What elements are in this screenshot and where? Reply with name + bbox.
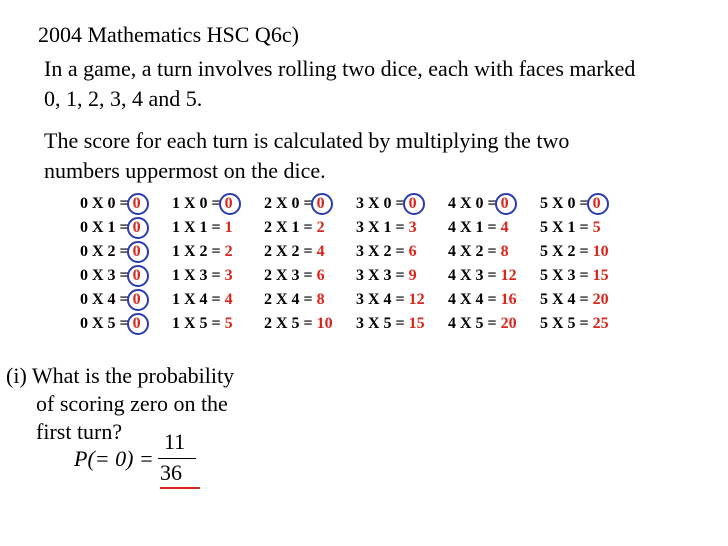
product-result: 8: [500, 243, 509, 260]
product-result: 1: [224, 219, 233, 236]
product-expression: 2 X 1 =: [264, 219, 317, 236]
product-expression: 5 X 1 =: [540, 219, 593, 236]
product-expression: 2 X 5 =: [264, 315, 317, 332]
table-column: [356, 192, 425, 336]
product-expression: 3 X 0 =: [356, 195, 409, 212]
product-result: 3: [408, 219, 417, 236]
product-expression: 3 X 4 =: [356, 291, 409, 308]
table-row: [356, 312, 425, 336]
product-expression: 4 X 5 =: [448, 315, 501, 332]
question-i: [6, 362, 234, 446]
problem-intro: [44, 54, 635, 114]
product-result: 0: [133, 192, 141, 216]
product-expression: 1 X 0 =: [172, 195, 225, 212]
product-result: 3: [224, 267, 233, 284]
problem-title: 2004 Mathematics HSC Q6c): [38, 22, 299, 47]
zero-circle: [127, 217, 149, 239]
zero-circle: [587, 193, 609, 215]
product-expression: 4 X 2 =: [448, 243, 501, 260]
product-result: 25: [592, 315, 609, 332]
table-row: [540, 192, 609, 216]
table-column: [80, 192, 141, 336]
product-result: 15: [592, 267, 609, 284]
product-result: 0: [593, 192, 601, 216]
product-result: 9: [408, 267, 417, 284]
product-expression: 4 X 4 =: [448, 291, 501, 308]
problem-scoring-rule: [44, 126, 569, 186]
product-expression: 5 X 3 =: [540, 267, 593, 284]
table-row: [172, 288, 233, 312]
fraction-denominator: 36: [160, 460, 182, 485]
product-result: 8: [316, 291, 325, 308]
table-row: [264, 312, 333, 336]
table-column: [540, 192, 609, 336]
product-expression: 1 X 2 =: [172, 243, 225, 260]
table-row: [448, 192, 517, 216]
product-result: 12: [408, 291, 425, 308]
table-row: [356, 192, 425, 216]
product-expression: 0 X 1 =: [80, 219, 133, 236]
product-expression: 0 X 3 =: [80, 267, 133, 284]
table-row: [264, 288, 333, 312]
product-expression: 1 X 5 =: [172, 315, 225, 332]
product-result: 6: [408, 243, 417, 260]
table-row: [80, 240, 141, 264]
product-result: 5: [592, 219, 601, 236]
product-result: 4: [500, 219, 509, 236]
product-result: 2: [224, 243, 233, 260]
score-line: The score for each turn is calculated by multiplying the two: [44, 128, 570, 153]
table-row: [540, 216, 609, 240]
table-row: [448, 264, 517, 288]
table-row: [540, 312, 609, 336]
zero-circle: [403, 193, 425, 215]
table-row: [540, 288, 609, 312]
zero-circle: [127, 241, 149, 263]
product-expression: 2 X 4 =: [264, 291, 317, 308]
product-expression: 2 X 2 =: [264, 243, 317, 260]
score-line: numbers uppermost on the dice.: [44, 158, 326, 183]
product-expression: 0 X 5 =: [80, 315, 133, 332]
product-result: 0: [317, 192, 325, 216]
question-line: (i) What is the probability: [6, 363, 235, 388]
zero-circle: [127, 265, 149, 287]
zero-circle: [219, 193, 241, 215]
table-row: [356, 240, 425, 264]
table-row: [172, 216, 233, 240]
product-result: 0: [133, 216, 141, 240]
product-result: 16: [500, 291, 517, 308]
table-row: [172, 264, 233, 288]
product-result: 0: [133, 288, 141, 312]
product-expression: 0 X 2 =: [80, 243, 133, 260]
table-row: [448, 312, 517, 336]
intro-line: In a game, a turn involves rolling two dice, each with faces marked: [44, 56, 636, 81]
fraction-bar: [158, 458, 196, 459]
table-row: [80, 264, 141, 288]
zero-circle: [495, 193, 517, 215]
product-expression: 2 X 3 =: [264, 267, 317, 284]
table-row: [448, 216, 517, 240]
product-result: 0: [501, 192, 509, 216]
product-expression: 3 X 3 =: [356, 267, 409, 284]
table-row: [356, 288, 425, 312]
product-expression: 2 X 0 =: [264, 195, 317, 212]
product-expression: 5 X 5 =: [540, 315, 593, 332]
table-row: [264, 192, 333, 216]
product-expression: 0 X 0 =: [80, 195, 133, 212]
table-row: [264, 216, 333, 240]
zero-circle: [127, 289, 149, 311]
product-expression: 3 X 5 =: [356, 315, 409, 332]
product-result: 15: [408, 315, 425, 332]
product-result: 6: [316, 267, 325, 284]
fraction-numerator: 11: [164, 429, 186, 454]
table-row: [264, 264, 333, 288]
table-column: [264, 192, 333, 336]
probability-expression: P(= 0) =: [74, 446, 154, 471]
product-expression: 1 X 1 =: [172, 219, 225, 236]
product-result: 0: [133, 240, 141, 264]
question-line: first turn?: [36, 419, 123, 444]
zero-circle: [311, 193, 333, 215]
table-row: [80, 216, 141, 240]
product-expression: 5 X 2 =: [540, 243, 593, 260]
product-expression: 3 X 1 =: [356, 219, 409, 236]
product-expression: 5 X 0 =: [540, 195, 593, 212]
table-row: [264, 240, 333, 264]
product-result: 10: [592, 243, 609, 260]
product-result: 20: [592, 291, 609, 308]
table-row: [172, 192, 233, 216]
product-result: 0: [225, 192, 233, 216]
product-result: 12: [500, 267, 517, 284]
product-expression: 4 X 3 =: [448, 267, 501, 284]
product-expression: 4 X 1 =: [448, 219, 501, 236]
product-result: 0: [409, 192, 417, 216]
table-row: [540, 264, 609, 288]
product-result: 10: [316, 315, 333, 332]
answer-underline: [160, 487, 200, 489]
table-row: [356, 264, 425, 288]
table-column: [172, 192, 233, 336]
table-column: [448, 192, 517, 336]
table-row: [540, 240, 609, 264]
table-row: [172, 312, 233, 336]
question-line: of scoring zero on the: [36, 391, 228, 416]
product-expression: 1 X 4 =: [172, 291, 225, 308]
intro-line: 0, 1, 2, 3, 4 and 5.: [44, 86, 203, 111]
product-expression: 0 X 4 =: [80, 291, 133, 308]
product-result: 20: [500, 315, 517, 332]
table-row: [448, 240, 517, 264]
zero-circle: [127, 193, 149, 215]
product-expression: 1 X 3 =: [172, 267, 225, 284]
product-result: 0: [133, 264, 141, 288]
product-result: 5: [224, 315, 233, 332]
product-result: 0: [133, 312, 141, 336]
table-row: [80, 192, 141, 216]
zero-circle: [127, 313, 149, 335]
table-row: [80, 312, 141, 336]
table-row: [356, 216, 425, 240]
product-result: 4: [224, 291, 233, 308]
product-expression: 5 X 4 =: [540, 291, 593, 308]
product-result: 2: [316, 219, 325, 236]
product-expression: 4 X 0 =: [448, 195, 501, 212]
table-row: [80, 288, 141, 312]
table-row: [172, 240, 233, 264]
product-expression: 3 X 2 =: [356, 243, 409, 260]
product-result: 4: [316, 243, 325, 260]
table-row: [448, 288, 517, 312]
